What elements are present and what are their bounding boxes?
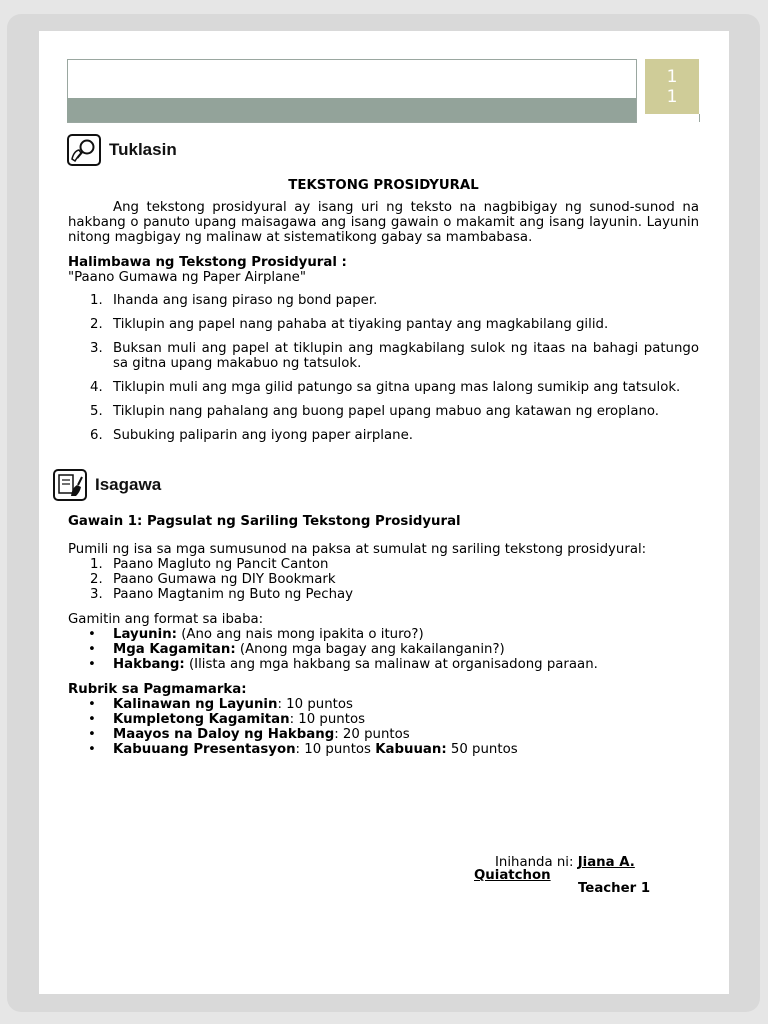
prepared-by-label: Inihanda ni: (495, 855, 578, 870)
page-number: 1 1 (666, 67, 678, 107)
teacher-role: Teacher 1 (578, 881, 651, 896)
tuklasin-title: Tuklasin (109, 140, 177, 159)
example-block (68, 255, 699, 285)
list-item: • Mga Kagamitan: (Anong mga bagay ang kakailanganin?) (88, 642, 505, 657)
list-item: 2. Tiklupin ang papel nang pahaba at tiyaking pantay ang magkabilang gilid. (90, 317, 609, 332)
page-number-badge (645, 59, 699, 114)
instruction-text: Pumili ng isa sa mga sumusunod na paksa at sumulat ng sariling tekstong prosidyural: (68, 542, 647, 557)
isagawa-title: Isagawa (95, 475, 162, 494)
isagawa-heading (53, 469, 161, 501)
teacher-name-part1: Jiana A. (577, 855, 635, 870)
list-item: 1. Ihanda ang isang piraso ng bond paper. (90, 293, 378, 308)
list-item: • Maayos na Daloy ng Hakbang: 20 puntos (88, 727, 410, 742)
intro-paragraph: Ang tekstong prosidyural ay isang uri ng teksto na nagbibigay ng sunod-sunod na hakbang o panuto upang maisagawa ang isang gawain o makamit ang isang layunin. Layunin nitong magbigay ng malinaw at sistematikong gabay sa mambabasa. (68, 200, 699, 245)
list-item: 2. Paano Gumawa ng DIY Bookmark (90, 572, 336, 587)
list-item: 1. Paano Magluto ng Pancit Canton (90, 557, 329, 572)
example-heading: Halimbawa ng Tekstong Prosidyural : (68, 255, 347, 270)
document-title: TEKSTONG PROSIDYURAL (288, 178, 479, 193)
document-page (39, 31, 729, 994)
header-bar (67, 98, 636, 122)
header-divider (699, 114, 700, 122)
list-item: 4. Tiklupin muli ang mga gilid patungo sa gitna upang mas lalong sumikip ang tatsulok. (90, 380, 681, 395)
rubric-heading: Rubrik sa Pagmamarka: (68, 682, 247, 697)
format-heading: Gamitin ang format sa ibaba: (68, 612, 264, 627)
list-item: • Kalinawan ng Layunin: 10 puntos (88, 697, 353, 712)
teacher-name-part2: Quiatchon (474, 868, 551, 883)
format-block (68, 612, 699, 672)
list-item: 3. Buksan muli ang papel at tiklupin ang magkabilang sulok ng itaas na bahagi patungo sa gitna upang makabuo ng tatsulok. (90, 341, 699, 371)
magnifier-hand-icon (67, 134, 101, 166)
list-item: • Hakbang: (Ilista ang mga hakbang sa malinaw at organisadong paraan. (88, 657, 598, 672)
steps-list (68, 293, 699, 452)
example-title: "Paano Gumawa ng Paper Airplane" (68, 270, 306, 285)
activity-title: Gawain 1: Pagsulat ng Sariling Tekstong Prosidyural (68, 514, 461, 529)
list-item: 5. Tiklupin nang pahalang ang buong papel upang mabuo ang katawan ng eroplano. (90, 404, 660, 419)
writing-hand-icon (53, 469, 87, 501)
list-item: 3. Paano Magtanim ng Buto ng Pechay (90, 587, 354, 602)
tuklasin-heading (67, 134, 177, 166)
signature-line2 (474, 869, 551, 883)
list-item: • Kabuuang Presentasyon: 10 puntos Kabuuan: 50 puntos (88, 742, 518, 757)
list-item: • Layunin: (Ano ang nais mong ipakita o ituro?) (88, 627, 424, 642)
list-item: 6. Subuking paliparin ang iyong paper airplane. (90, 428, 413, 443)
topics-block (68, 542, 699, 602)
rubric-block (68, 682, 699, 757)
list-item: • Kumpletong Kagamitan: 10 puntos (88, 712, 366, 727)
